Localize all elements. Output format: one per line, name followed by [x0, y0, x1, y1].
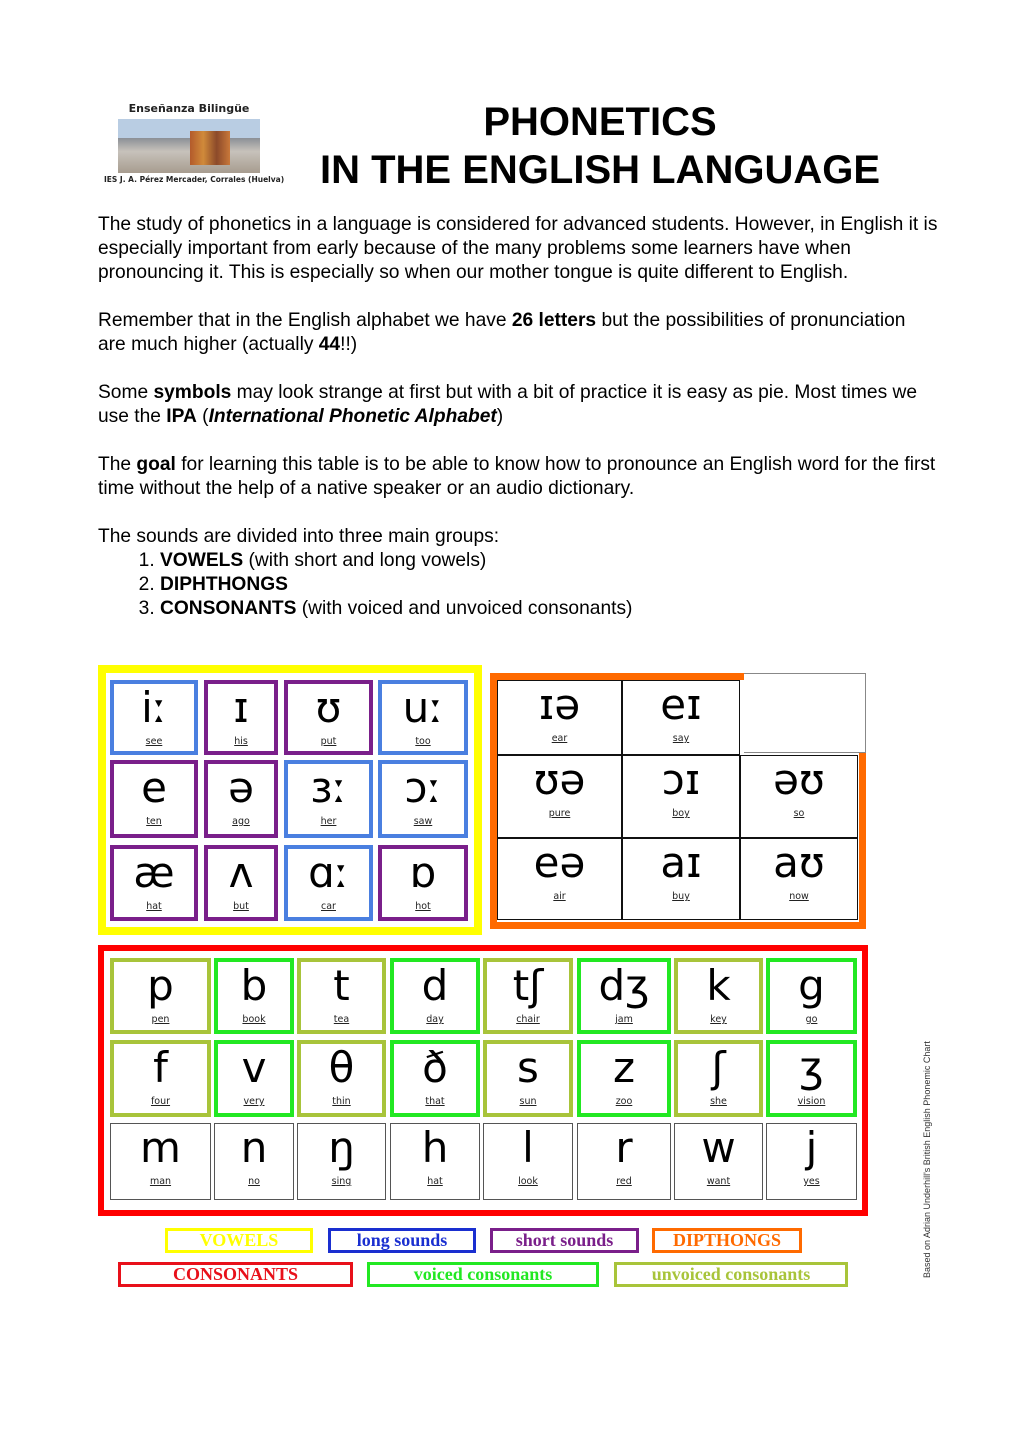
phoneme-cell	[483, 1040, 573, 1117]
example-word: tea	[333, 1014, 350, 1025]
example-word: pen	[151, 1014, 170, 1025]
phoneme-symbol: ʌ	[228, 848, 254, 897]
example-word: vision	[797, 1096, 826, 1107]
phoneme-symbol: w	[701, 1123, 736, 1172]
phoneme-cell	[110, 958, 211, 1034]
phoneme-cell	[622, 680, 740, 755]
paragraph-groups: The sounds are divided into three main groups:	[98, 526, 500, 547]
phoneme-symbol: ɜː	[310, 763, 347, 812]
example-word: want	[706, 1176, 731, 1187]
example-word: buy	[672, 891, 690, 902]
phoneme-cell	[378, 845, 468, 921]
legend-item: VOWELS	[165, 1228, 313, 1253]
example-word: now	[789, 891, 809, 902]
phoneme-symbol: ɪ	[233, 683, 249, 732]
phoneme-cell	[284, 760, 373, 838]
example-word: zoo	[615, 1096, 633, 1107]
list-item: 1. VOWELS (with short and long vowels)	[160, 549, 938, 573]
phoneme-symbol: ɔː	[404, 763, 442, 812]
phoneme-cell	[214, 958, 294, 1034]
example-word: chair	[516, 1014, 540, 1025]
phoneme-cell	[297, 1123, 386, 1200]
phoneme-cell	[483, 1123, 573, 1200]
example-word: very	[243, 1096, 265, 1107]
example-word: car	[321, 901, 336, 912]
list-item: 3. CONSONANTS (with voiced and unvoiced consonants)	[160, 597, 938, 621]
phoneme-cell	[297, 958, 386, 1034]
paragraph-goal: The goal for learning this table is to be able to know how to pronounce an English word for the first time without the help of a native speaker or an audio dictionary.	[98, 454, 936, 499]
legend-item: short sounds	[490, 1228, 639, 1253]
phoneme-cell	[577, 958, 671, 1034]
example-word: but	[233, 901, 249, 912]
example-word: hat	[146, 901, 162, 912]
example-word: so	[793, 808, 805, 819]
phoneme-cell	[497, 755, 622, 838]
example-word: put	[320, 736, 337, 747]
example-word: pure	[548, 808, 571, 819]
example-word: key	[710, 1014, 727, 1025]
example-word: too	[415, 736, 431, 747]
phoneme-cell	[674, 1040, 763, 1117]
phoneme-symbol: ə	[228, 763, 254, 812]
phoneme-cell	[497, 680, 622, 755]
phoneme-symbol: ʊ	[315, 683, 342, 732]
phoneme-symbol: æ	[133, 848, 175, 897]
example-word: four	[150, 1096, 171, 1107]
phoneme-cell	[740, 838, 858, 920]
phoneme-symbol: ʊə	[533, 755, 586, 804]
phoneme-symbol: ŋ	[328, 1123, 355, 1172]
example-word: air	[553, 891, 566, 902]
example-word: that	[425, 1096, 445, 1107]
phoneme-symbol: v	[241, 1043, 267, 1092]
page-title	[300, 98, 900, 194]
example-word: no	[248, 1176, 260, 1187]
logo-bottom-text: IES J. A. Pérez Mercader, Corrales (Huelva)	[104, 175, 285, 184]
phoneme-symbol: dʒ	[598, 961, 650, 1010]
phoneme-cell	[214, 1123, 294, 1200]
paragraph-symbols: Some symbols may look strange at first but with a bit of practice it is easy as pie. Most times we use the IPA (International Phonetic Alphabet)	[98, 382, 918, 427]
phoneme-cell	[204, 680, 278, 755]
phoneme-cell	[674, 1123, 763, 1200]
phoneme-cell	[378, 760, 468, 838]
phoneme-symbol: ɑː	[308, 848, 349, 897]
phoneme-symbol: ð	[422, 1043, 448, 1092]
body-text	[98, 213, 938, 621]
phoneme-symbol: n	[240, 1123, 268, 1172]
phoneme-symbol: ʃ	[711, 1043, 726, 1092]
example-word: thin	[332, 1096, 351, 1107]
list-item: 2. DIPHTHONGS	[160, 573, 938, 597]
phoneme-symbol: g	[798, 961, 825, 1010]
example-word: sun	[519, 1096, 537, 1107]
phoneme-symbol: k	[706, 961, 731, 1010]
empty-cell	[744, 673, 866, 753]
groups-list	[98, 549, 938, 621]
phoneme-cell	[110, 1040, 211, 1117]
example-word: jam	[615, 1014, 633, 1025]
credit-text: Based on Adrian Underhill's British English Phonemic Chart	[922, 1041, 932, 1278]
phoneme-cell	[204, 845, 278, 921]
phoneme-symbol: uː	[402, 683, 444, 732]
example-word: sing	[331, 1176, 352, 1187]
phoneme-symbol: f	[153, 1043, 168, 1092]
phoneme-symbol: d	[421, 961, 449, 1010]
phoneme-symbol: t	[333, 961, 350, 1010]
phoneme-symbol: əʊ	[773, 755, 825, 804]
phoneme-symbol: p	[147, 961, 174, 1010]
example-word: ten	[146, 816, 162, 827]
legend-item: unvoiced consonants	[614, 1262, 848, 1287]
phoneme-symbol: s	[517, 1043, 539, 1092]
school-logo	[104, 102, 285, 192]
phoneme-cell	[390, 1040, 480, 1117]
legend-item: voiced consonants	[367, 1262, 599, 1287]
example-word: red	[616, 1176, 632, 1187]
phoneme-cell	[766, 958, 857, 1034]
phoneme-cell	[766, 1040, 857, 1117]
example-word: man	[149, 1176, 172, 1187]
title-line-1: PHONETICS	[483, 100, 717, 144]
phoneme-cell	[622, 838, 740, 920]
example-word: saw	[413, 816, 433, 827]
phoneme-cell	[622, 755, 740, 838]
example-word: day	[426, 1014, 444, 1025]
phoneme-symbol: θ	[328, 1043, 355, 1092]
example-word: go	[805, 1014, 818, 1025]
phoneme-symbol: l	[522, 1123, 534, 1172]
phoneme-cell	[390, 958, 480, 1034]
legend-item: CONSONANTS	[118, 1262, 353, 1287]
example-word: ear	[551, 733, 568, 744]
phoneme-cell	[390, 1123, 480, 1200]
example-word: say	[672, 733, 690, 744]
phoneme-symbol: iː	[141, 683, 167, 732]
phoneme-cell	[483, 958, 573, 1034]
title-line-2: IN THE ENGLISH LANGUAGE	[319, 148, 881, 192]
phoneme-symbol: m	[140, 1123, 181, 1172]
phoneme-cell	[110, 680, 198, 755]
example-word: ago	[232, 816, 250, 827]
phoneme-symbol: tʃ	[512, 961, 544, 1010]
example-word: hot	[415, 901, 431, 912]
phoneme-cell	[577, 1040, 671, 1117]
example-word: his	[234, 736, 248, 747]
phoneme-cell	[204, 760, 278, 838]
phoneme-cell	[110, 760, 198, 838]
example-word: book	[242, 1014, 266, 1025]
phoneme-symbol: e	[141, 763, 167, 812]
logo-top-text: Enseñanza Bilingüe	[128, 102, 250, 115]
paragraph-letters: Remember that in the English alphabet we have 26 letters but the possibilities of pronunciation are much higher (actually 44!!)	[98, 310, 906, 355]
phoneme-symbol: aɪ	[660, 838, 702, 887]
phoneme-cell	[284, 680, 373, 755]
phoneme-cell	[740, 755, 858, 838]
example-word: she	[710, 1096, 727, 1107]
phoneme-symbol: z	[612, 1043, 636, 1092]
phoneme-cell	[378, 680, 468, 755]
example-word: see	[145, 736, 163, 747]
example-word: look	[518, 1176, 538, 1187]
phoneme-cell	[674, 958, 763, 1034]
legend-item: DIPTHONGS	[652, 1228, 802, 1253]
phoneme-symbol: b	[240, 961, 268, 1010]
phoneme-symbol: ɔɪ	[661, 755, 701, 804]
phoneme-cell	[110, 845, 198, 921]
phoneme-symbol: eɪ	[660, 680, 702, 729]
phoneme-cell	[497, 838, 622, 920]
phoneme-symbol: ɪə	[538, 680, 581, 729]
legend-item: long sounds	[328, 1228, 476, 1253]
example-word: hat	[427, 1176, 443, 1187]
phoneme-symbol: ʒ	[799, 1043, 824, 1092]
phoneme-cell	[110, 1123, 211, 1200]
phoneme-symbol: ɒ	[409, 848, 437, 897]
school-building-image	[118, 119, 260, 173]
phoneme-cell	[297, 1040, 386, 1117]
phoneme-symbol: j	[805, 1123, 818, 1172]
phoneme-cell	[214, 1040, 294, 1117]
phoneme-symbol: aʊ	[773, 838, 825, 887]
phoneme-cell	[284, 845, 373, 921]
phoneme-symbol: h	[421, 1123, 449, 1172]
phoneme-cell	[577, 1123, 671, 1200]
paragraph-intro: The study of phonetics in a language is considered for advanced students. However, in English it is especially important from early because of the many problems some learners have when pronouncing it. This is especially so when our mother tongue is quite different to English.	[98, 214, 938, 283]
example-word: boy	[672, 808, 690, 819]
example-word: her	[320, 816, 337, 827]
phoneme-cell	[766, 1123, 857, 1200]
phoneme-symbol: eə	[533, 838, 586, 887]
example-word: yes	[803, 1176, 820, 1187]
phoneme-symbol: r	[615, 1123, 633, 1172]
